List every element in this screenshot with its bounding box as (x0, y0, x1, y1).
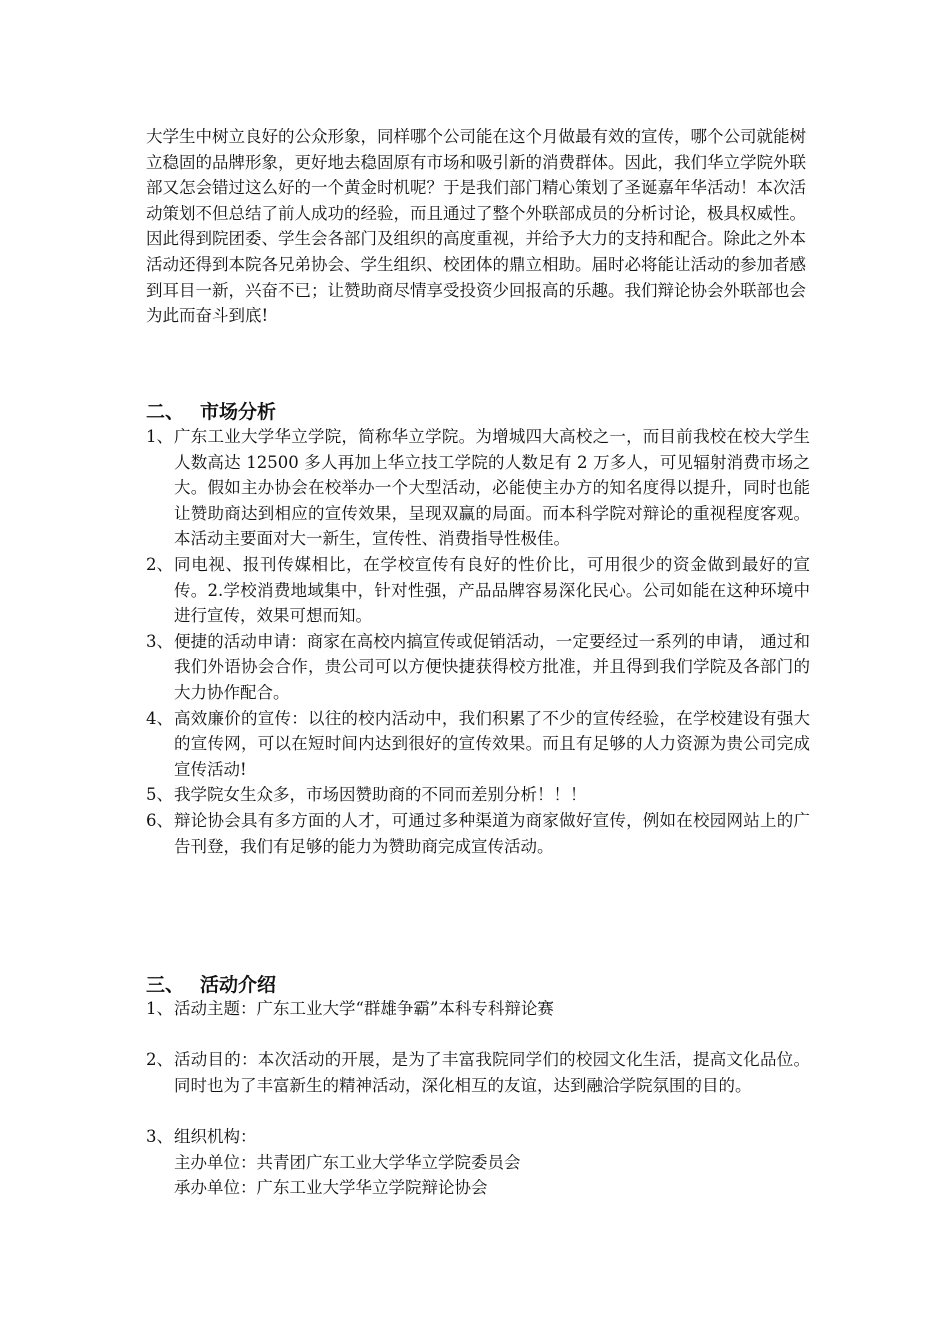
section-3-number: 三、 (146, 974, 185, 996)
list-text: 便捷的活动申请：商家在高校内搞宣传或促销活动，一定要经过一系列的申请， 通过和我们外语协会合作，贵公司可以方便快捷获得校方批准，并且得到我们学院及各部门的大力协作配合。 (174, 631, 810, 702)
list-marker: 4、 (146, 708, 173, 728)
market-analysis-list (146, 424, 810, 859)
organization-label: 组织机构： (174, 1126, 257, 1146)
list-text: 辩论协会具有多方面的人才，可通过多种渠道为商家做好宣传，例如在校园网站上的广告刊登，我们有足够的能力为赞助商完成宣传活动。 (174, 810, 810, 856)
list-marker: 2、 (146, 554, 173, 574)
list-marker: 1、 (146, 999, 173, 1018)
list-marker: 6、 (146, 810, 173, 830)
list-text: 同电视、报刊传媒相比，在学校宣传有良好的性价比，可用很少的资金做到最好的宣传。2.学校消费地域集中，针对性强，产品品牌容易深化民心。公司如能在这种环境中进行宣传，效果可想而知。 (174, 554, 810, 626)
list-item (146, 706, 810, 783)
list-text: 我学院女生众多，市场因赞助商的不同而差别分析！！！ (174, 785, 587, 805)
list-item (146, 424, 810, 552)
activity-theme: 活动主题：广东工业大学“群雄争霸”本科专科辩论赛 (174, 999, 554, 1018)
list-item (146, 1047, 810, 1098)
list-item (146, 996, 810, 1022)
list-marker: 1、 (146, 427, 173, 446)
list-item (146, 629, 810, 706)
list-marker: 2、 (146, 1050, 173, 1070)
section-3-heading (146, 970, 276, 997)
activity-purpose: 活动目的：本次活动的开展，是为了丰富我院同学们的校园文化生活，提高文化品位。同时也为了丰富新生的精神活动，深化相互的友谊，达到融洽学院氛围的目的。 (174, 1050, 810, 1095)
list-item (146, 1124, 810, 1150)
list-marker: 3、 (146, 631, 173, 651)
section-2-title: 市场分析 (200, 401, 277, 423)
intro-paragraph: 大学生中树立良好的公众形象，同样哪个公司能在这个月做最有效的宣传，哪个公司就能树立稳固的品牌形象，更好地去稳固原有市场和吸引新的消费群体。因此，我们华立学院外联部又怎会错过这么好的一个黄金时机呢？于是我们部门精心策划了圣诞嘉年华活动！本次活动策划不但总结了前人成功的经验，而且通过了整个外联部成员的分析讨论，极具权威性。因此得到院团委、学生会各部门及组织的高度重视，并给予大力的支持和配合。除此之外本活动还得到本院各兄弟协会、学生组织、校团体的鼎立相助。届时必将能让活动的参加者感到耳目一新，兴奋不已；让赞助商尽情享受投资少回报高的乐趣。我们辩论协会外联部也会为此而奋斗到底! (146, 127, 806, 326)
section-3-title: 活动介绍 (200, 974, 277, 996)
section-2-number: 二、 (146, 401, 185, 423)
list-marker: 5、 (146, 785, 173, 805)
list-item (146, 552, 810, 629)
list-item (146, 808, 810, 859)
list-text: 高效廉价的宣传：以往的校内活动中，我们积累了不少的宣传经验，在学校建设有强大的宣传网，可以在短时间内达到很好的宣传效果。而且有足够的人力资源为贵公司完成宣传活动! (174, 708, 810, 779)
list-text: 广东工业大学华立学院，简称华立学院。为增城四大高校之一，而目前我校在校大学生人数高达 12500 多人再加上华立技工学院的人数足有 2 万多人，可见辐射消费市场之大。假如主办协会在校举办一个大型活动，必能使主办方的知名度得以提升，同时也能让赞助商达到相应的宣传效果，呈现双赢的局面。而本科学院对辩论的重视程度客观。本活动主要面对大一新生，宣传性、消费指导性极佳。 (174, 427, 810, 549)
host-unit: 主办单位：共青团广东工业大学华立学院委员会 (174, 1152, 521, 1172)
section-2-heading (146, 397, 276, 424)
list-item (146, 782, 810, 808)
list-marker: 3、 (146, 1126, 173, 1146)
organizer-unit: 承办单位：广东工业大学华立学院辩论协会 (174, 1178, 488, 1198)
activity-intro-list (146, 996, 810, 1201)
